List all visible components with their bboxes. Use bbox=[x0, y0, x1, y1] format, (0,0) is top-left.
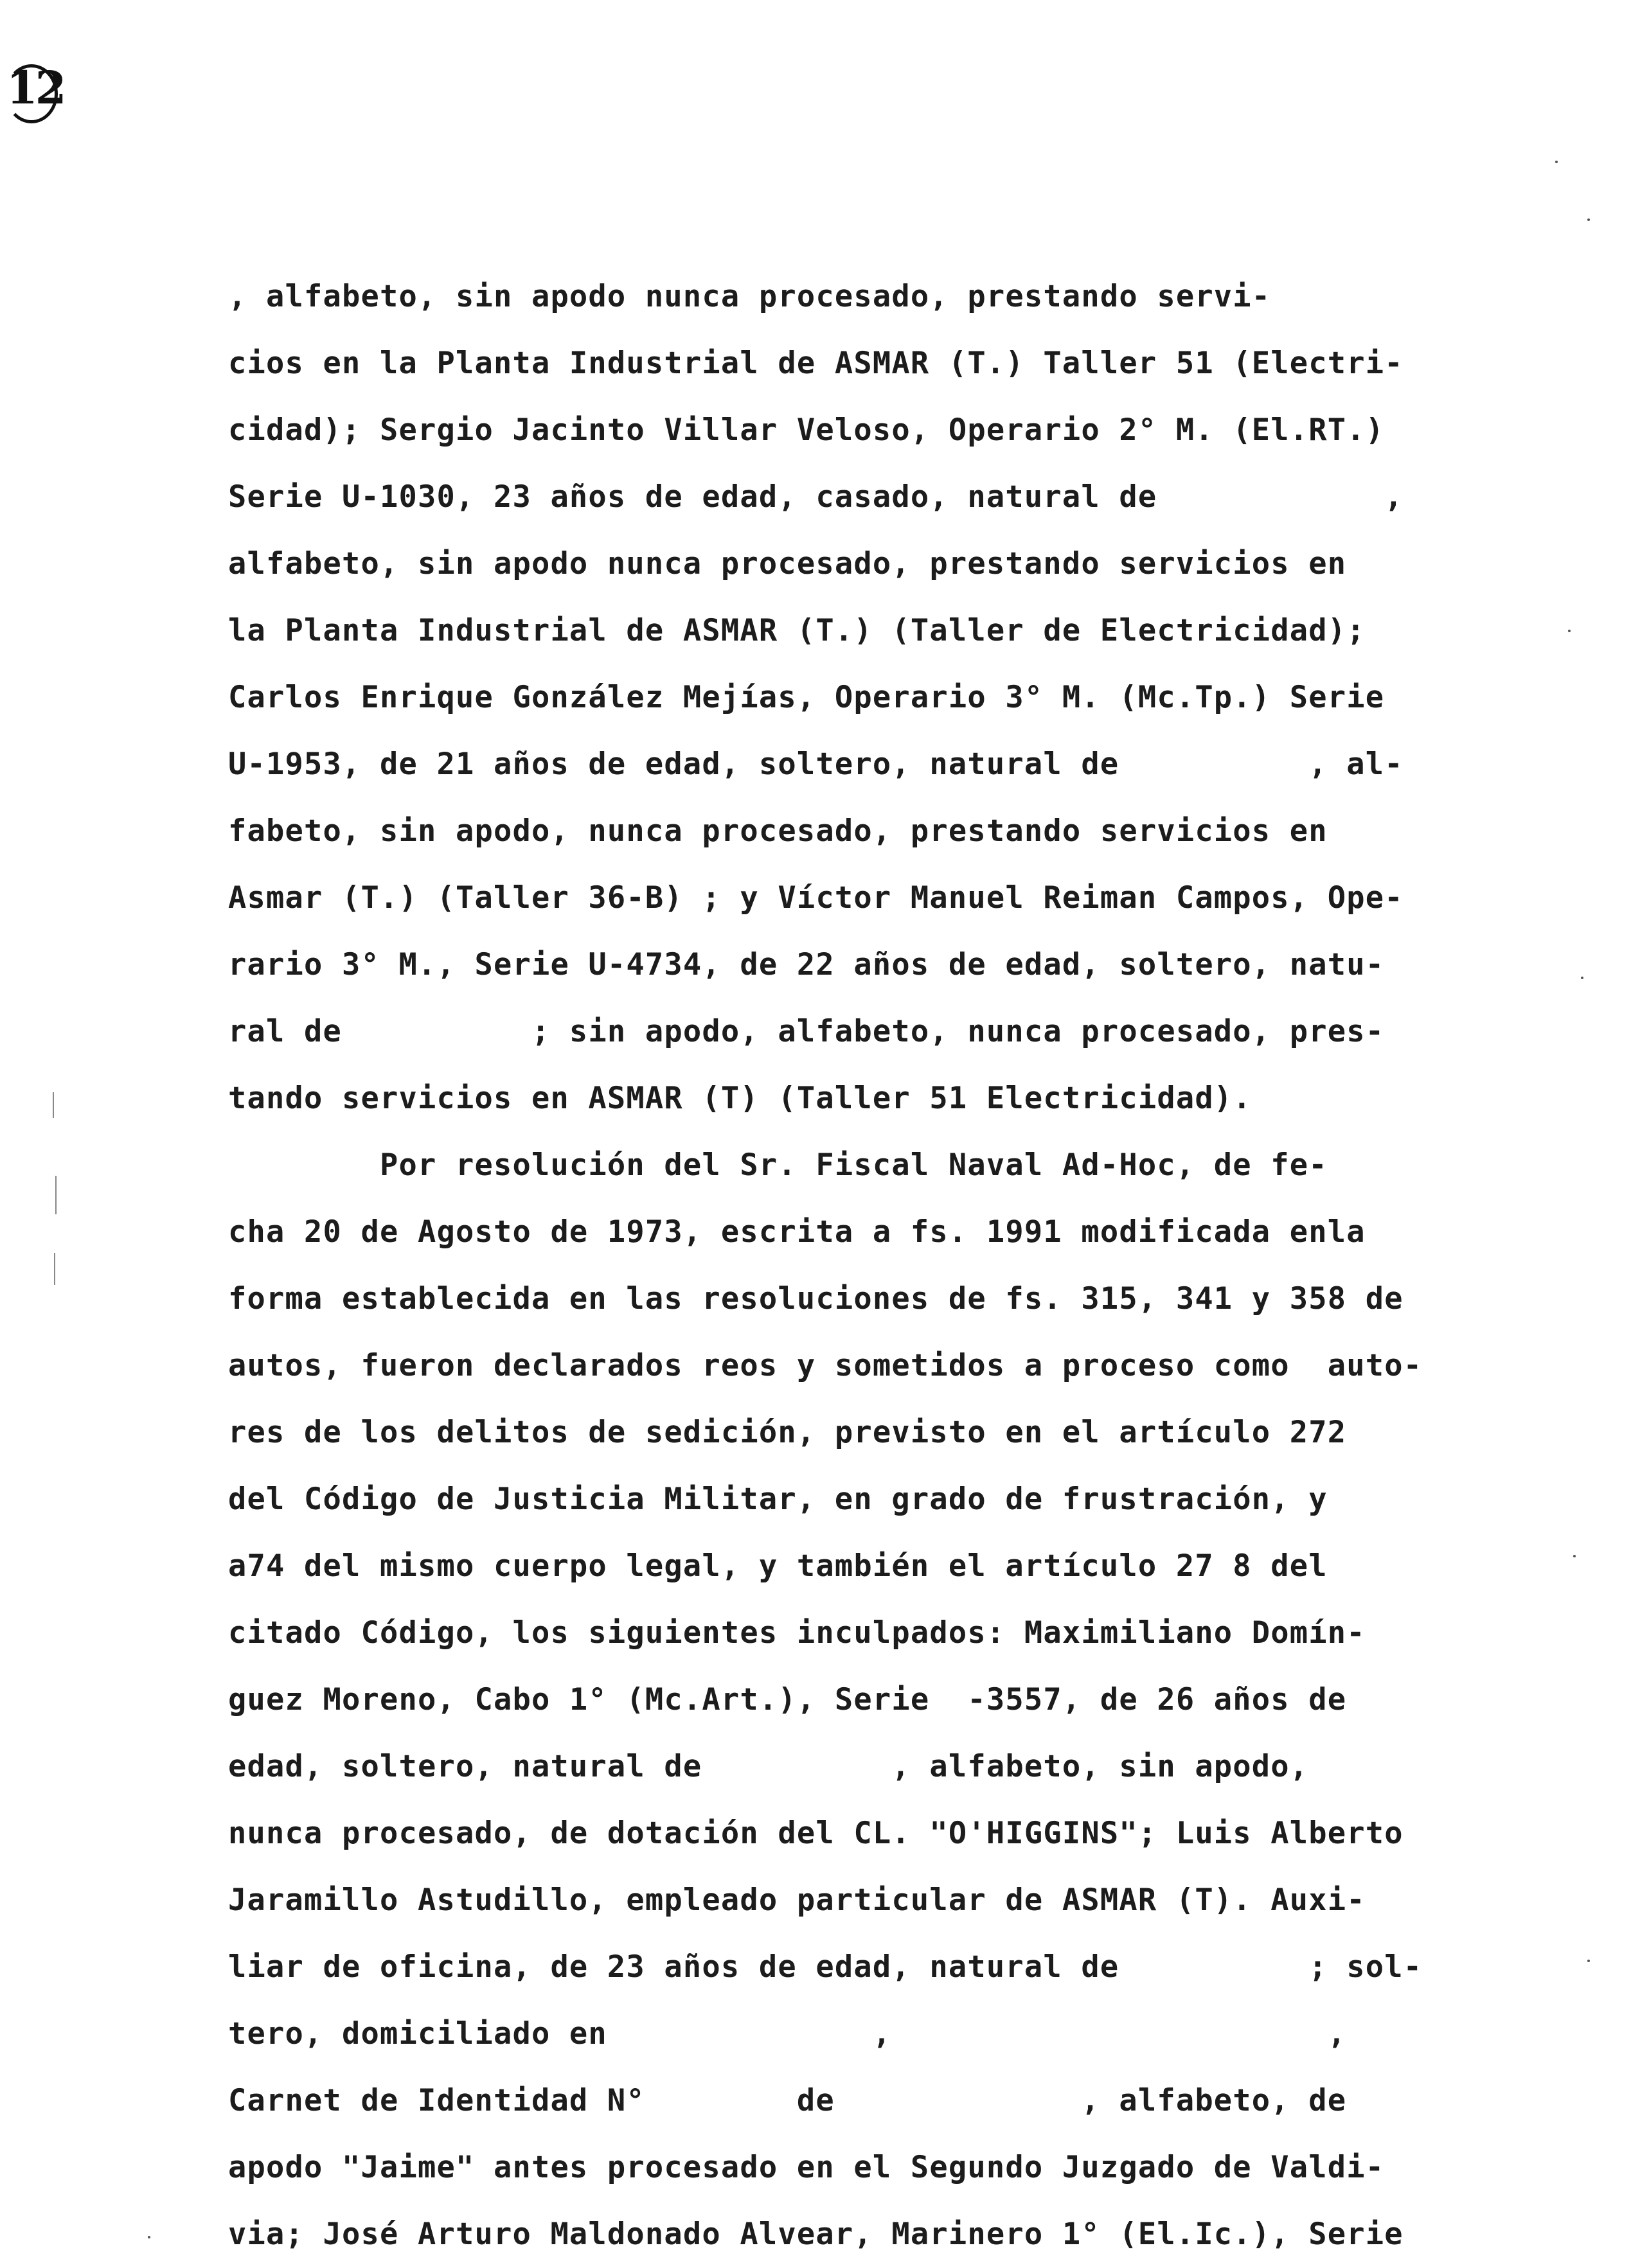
text-line: Asmar (T.) (Taller 36-B) ; y Víctor Manuel Reiman Campos, Ope- bbox=[228, 880, 1404, 916]
text-line: , alfabeto, sin apodo nunca procesado, prestando servi- bbox=[228, 279, 1271, 314]
text-line: citado Código, los siguientes inculpados: Maximiliano Domín- bbox=[228, 1615, 1366, 1651]
scan-speck bbox=[1581, 977, 1583, 979]
text-line: Serie U-1030, 23 años de edad, casado, natural de , bbox=[228, 479, 1404, 515]
text-line: U-1953, de 21 años de edad, soltero, natural de , al- bbox=[228, 747, 1404, 782]
text-line: tando servicios en ASMAR (T) (Taller 51 Electricidad). bbox=[228, 1081, 1252, 1116]
scan-speck bbox=[1568, 630, 1571, 632]
text-line: res de los delitos de sedición, previsto en el artículo 272 bbox=[228, 1415, 1347, 1450]
text-line: guez Moreno, Cabo 1° (Mc.Art.), Serie -3557, de 26 años de bbox=[228, 1682, 1347, 1717]
text-line: fabeto, sin apodo, nunca procesado, prestando servicios en bbox=[228, 813, 1328, 849]
text-line: tero, domiciliado en , , bbox=[228, 2016, 1347, 2051]
text-line: del Código de Justicia Militar, en grado de frustración, y bbox=[228, 1482, 1328, 1517]
text-line: Carlos Enrique González Mejías, Operario 3° M. (Mc.Tp.) Serie bbox=[228, 680, 1385, 715]
text-line: Carnet de Identidad N° de , alfabeto, de bbox=[228, 2083, 1347, 2118]
body-text bbox=[228, 263, 1507, 2268]
text-line: autos, fueron declarados reos y sometidos a proceso como auto- bbox=[228, 1348, 1423, 1383]
text-line: via; José Arturo Maldonado Alvear, Marinero 1° (El.Ic.), Serie bbox=[228, 2217, 1404, 2252]
text-line: cha 20 de Agosto de 1973, escrita a fs. 1991 modificada enla bbox=[228, 1214, 1366, 1250]
text-line: Por resolución del Sr. Fiscal Naval Ad-Hoc, de fe- bbox=[228, 1147, 1328, 1183]
text-line: la Planta Industrial de ASMAR (T.) (Taller de Electricidad); bbox=[228, 613, 1366, 648]
scan-speck bbox=[148, 2236, 150, 2238]
text-line: liar de oficina, de 23 años de edad, natural de ; sol- bbox=[228, 1949, 1423, 1985]
text-line: a74 del mismo cuerpo legal, y también el artículo 27 8 del bbox=[228, 1548, 1328, 1584]
scan-speck bbox=[1573, 1555, 1576, 1557]
text-line: edad, soltero, natural de , alfabeto, sin apodo, bbox=[228, 1749, 1309, 1784]
text-line: cidad); Sergio Jacinto Villar Veloso, Operario 2° M. (El.RT.) bbox=[228, 412, 1385, 448]
text-line: rario 3° M., Serie U-4734, de 22 años de edad, soltero, natu- bbox=[228, 947, 1385, 982]
text-line: nunca procesado, de dotación del CL. "O'HIGGINS"; Luis Alberto bbox=[228, 1816, 1404, 1851]
text-line: cios en la Planta Industrial de ASMAR (T.) Taller 51 (Electri- bbox=[228, 346, 1404, 381]
text-line: alfabeto, sin apodo nunca procesado, prestando servicios en bbox=[228, 546, 1347, 581]
margin-mark bbox=[53, 1092, 54, 1118]
scan-speck bbox=[1587, 1960, 1590, 1962]
text-line: forma establecida en las resoluciones de fs. 315, 341 y 358 de bbox=[228, 1281, 1404, 1316]
text-line: apodo "Jaime" antes procesado en el Segundo Juzgado de Valdi- bbox=[228, 2150, 1385, 2185]
page-number: 12 bbox=[6, 61, 64, 114]
text-line: ral de ; sin apodo, alfabeto, nunca procesado, pres- bbox=[228, 1014, 1385, 1049]
margin-mark bbox=[55, 1176, 57, 1214]
scan-speck bbox=[1587, 218, 1590, 221]
text-line: Jaramillo Astudillo, empleado particular de ASMAR (T). Auxi- bbox=[228, 1883, 1366, 1918]
scan-speck bbox=[1555, 161, 1558, 163]
margin-mark bbox=[54, 1253, 55, 1285]
